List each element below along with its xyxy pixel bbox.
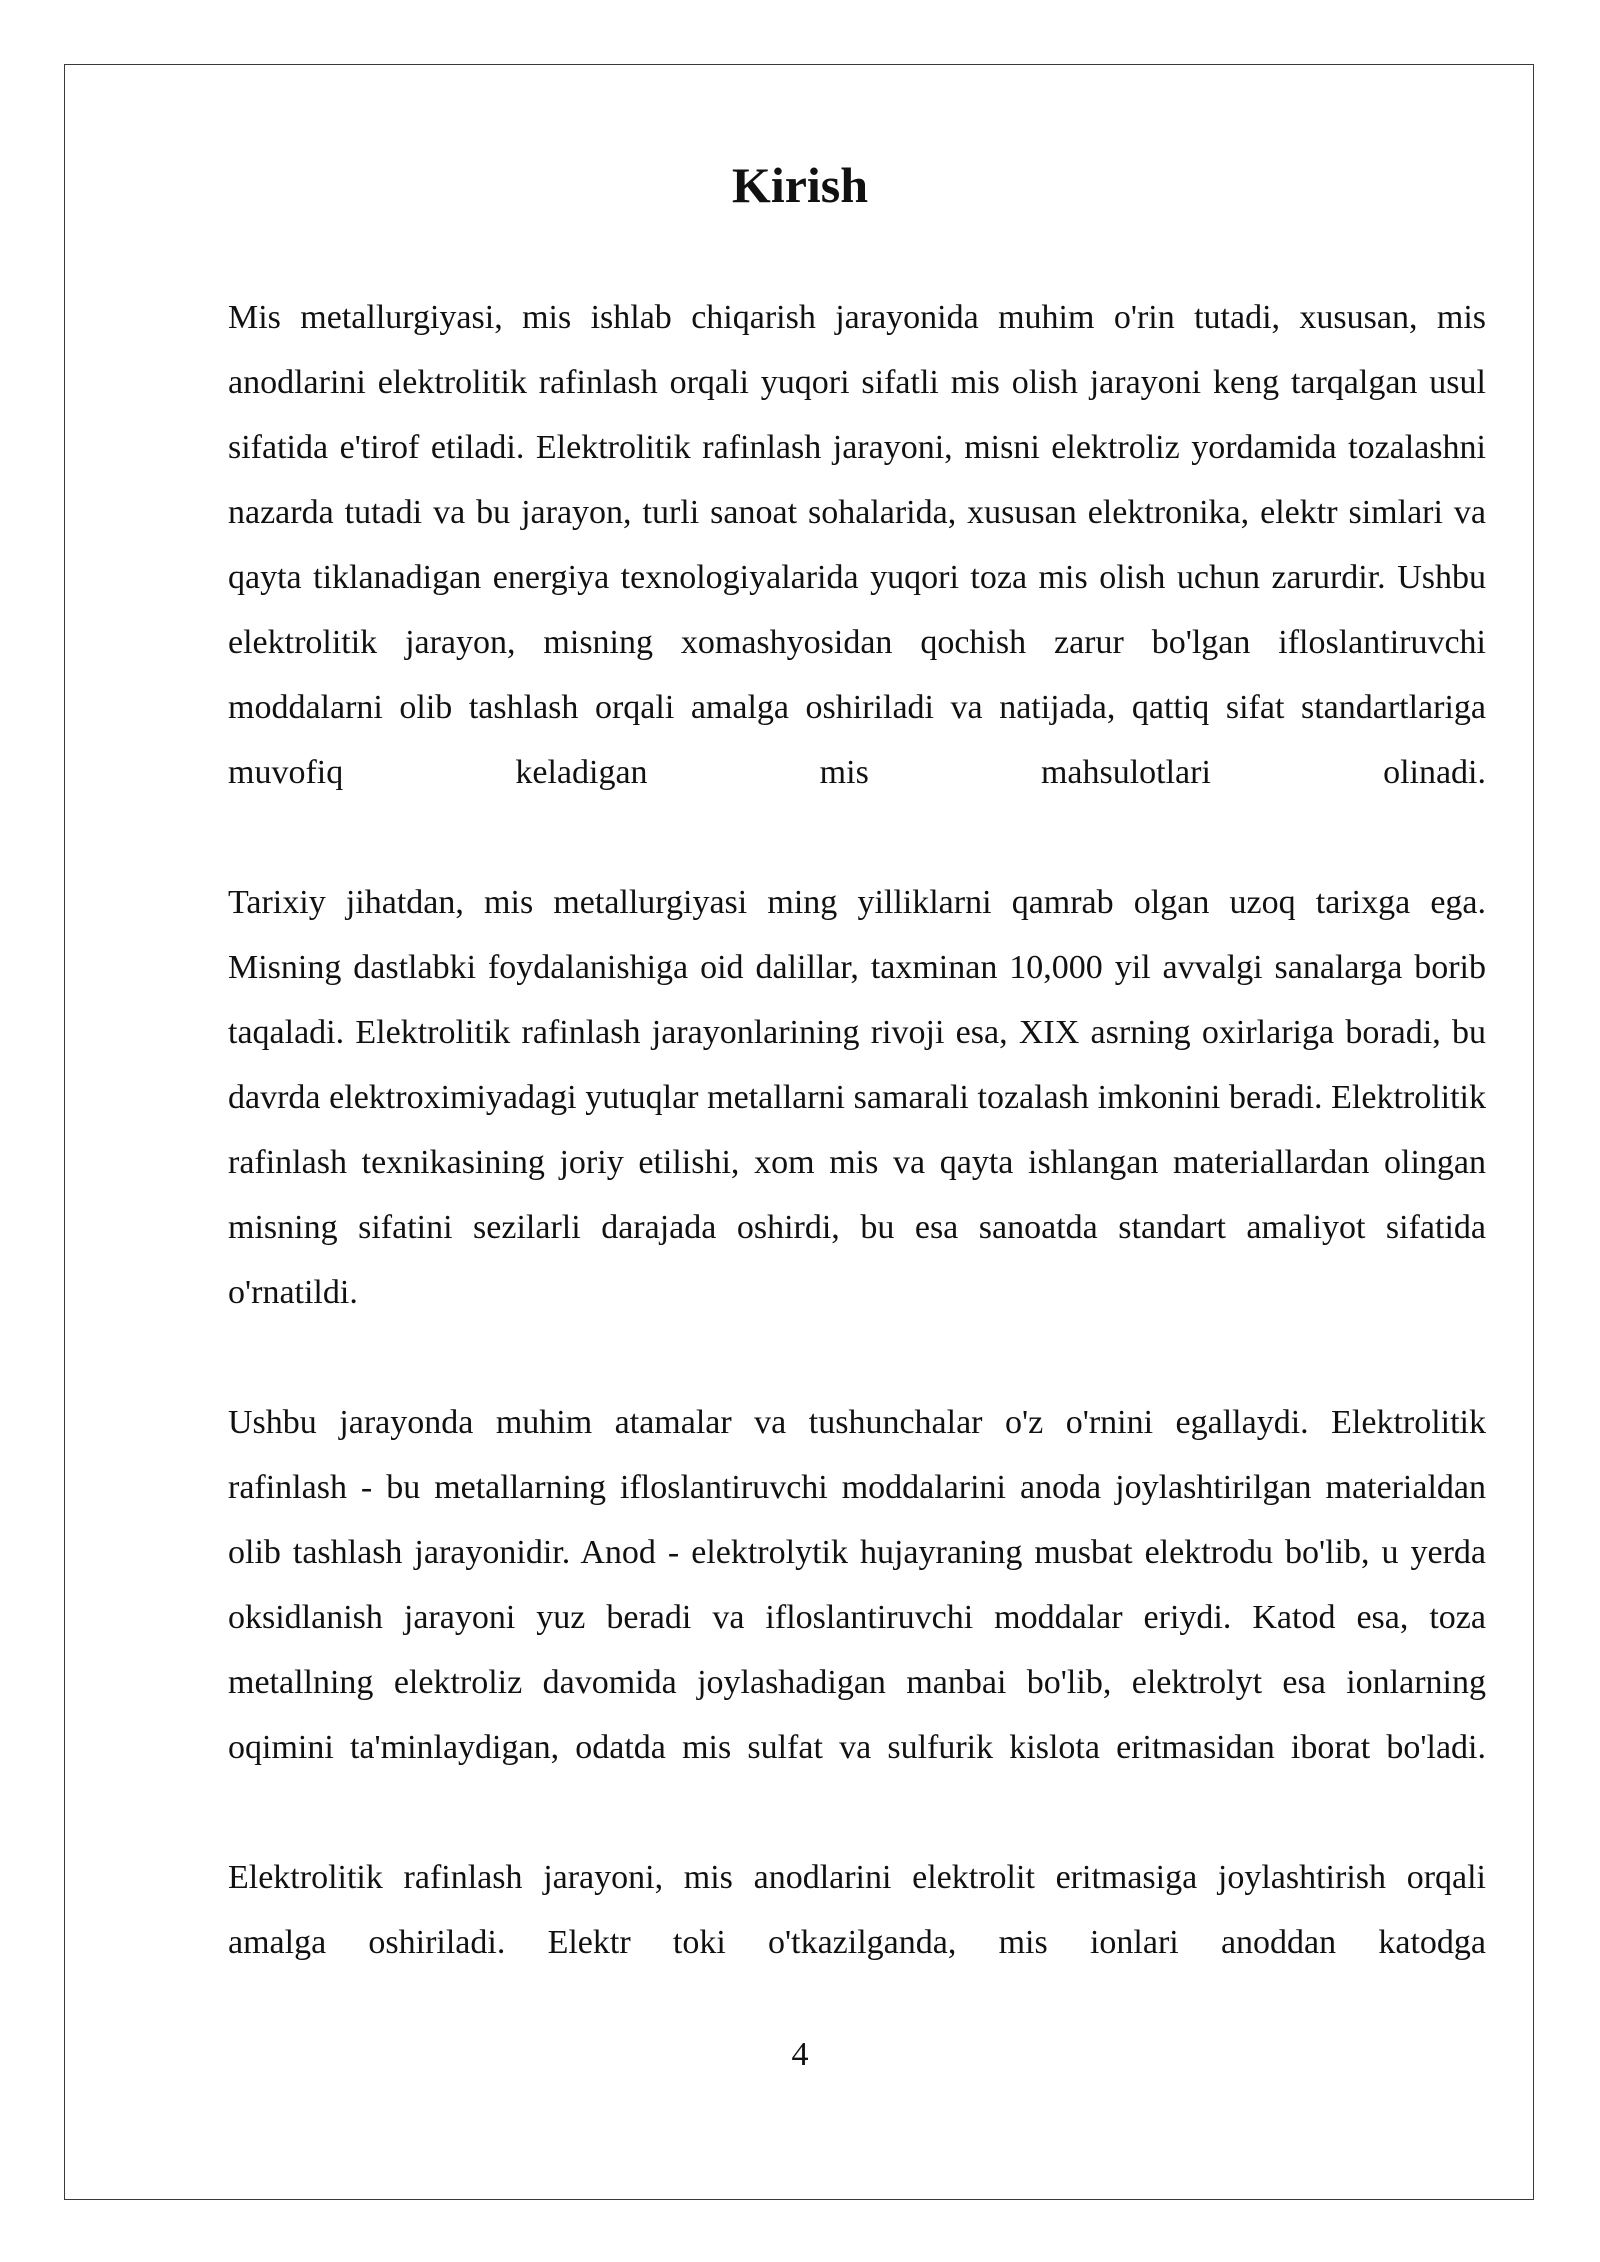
document-body [228,285,1486,1975]
paragraph-intro: Mis metallurgiyasi, mis ishlab chiqarish jarayonida muhim o'rin tutadi, xususan, mis anodlarini elektrolitik rafinlash orqali yuqori sifatli mis olish jarayoni keng tarqalgan usul sifatida e'tirof etiladi. Elektrolitik rafinlash jarayoni, misni elektroliz yordamida tozalashni nazarda tutadi va bu jarayon, turli sanoat sohalarida, xususan elektronika, elektr simlari va qayta tiklanadigan energiya texnologiyalarida yuqori toza mis olish uchun zarurdir. Ushbu elektrolitik jarayon, misning xomashyosidan qochish zarur bo'lgan ifloslantiruvchi moddalarni olib tashlash orqali amalga oshiriladi va natijada, qattiq sifat standartlariga muvofiq keladigan mis mahsulotlari olinadi. [228,299,1486,791]
paragraph-process: Elektrolitik rafinlash jarayoni, mis anodlarini elektrolit eritmasiga joylashtirish orqali amalga oshiriladi. Elektr toki o'tkazilganda, mis ionlari anoddan katodga [228,1859,1486,1961]
paragraph-terms: Ushbu jarayonda muhim atamalar va tushunchalar o'z o'rnini egallaydi. Elektrolitik rafinlash - bu metallarning ifloslantiruvchi moddalarini anoda joylashtirilgan materialdan olib tashlash jarayonidir. Anod - elektrolytik hujayraning musbat elektrodu bo'lib, u yerda oksidlanish jarayoni yuz beradi va ifloslantiruvchi moddalar eriydi. Katod esa, toza metallning elektroliz davomida joylashadigan manbai bo'lib, elektrolyt esa ionlarning oqimini ta'minlaydigan, odatda mis sulfat va sulfurik kislota eritmasidan iborat bo'ladi. [228,1404,1486,1766]
page-title: Kirish [731,157,869,213]
paragraph-history: Tarixiy jihatdan, mis metallurgiyasi ming yilliklarni qamrab olgan uzoq tarixga ega. Misning dastlabki foydalanishiga oid dalillar, taxminan 10,000 yil avvalgi sanalarga borib taqaladi. Elektrolitik rafinlash jarayonlarining rivoji esa, XIX asrning oxirlariga boradi, bu davrda elektroximiyadagi yutuqlar metallarni samarali tozalash imkonini beradi. Elektrolitik rafinlash texnikasining joriy etilishi, xom mis va qayta ishlangan materiallardan olingan misning sifatini sezilarli darajada oshirdi, bu esa sanoatda standart amaliyot sifatida o'rnatildi. [228,884,1486,1311]
page-number: 4 [791,2036,809,2073]
